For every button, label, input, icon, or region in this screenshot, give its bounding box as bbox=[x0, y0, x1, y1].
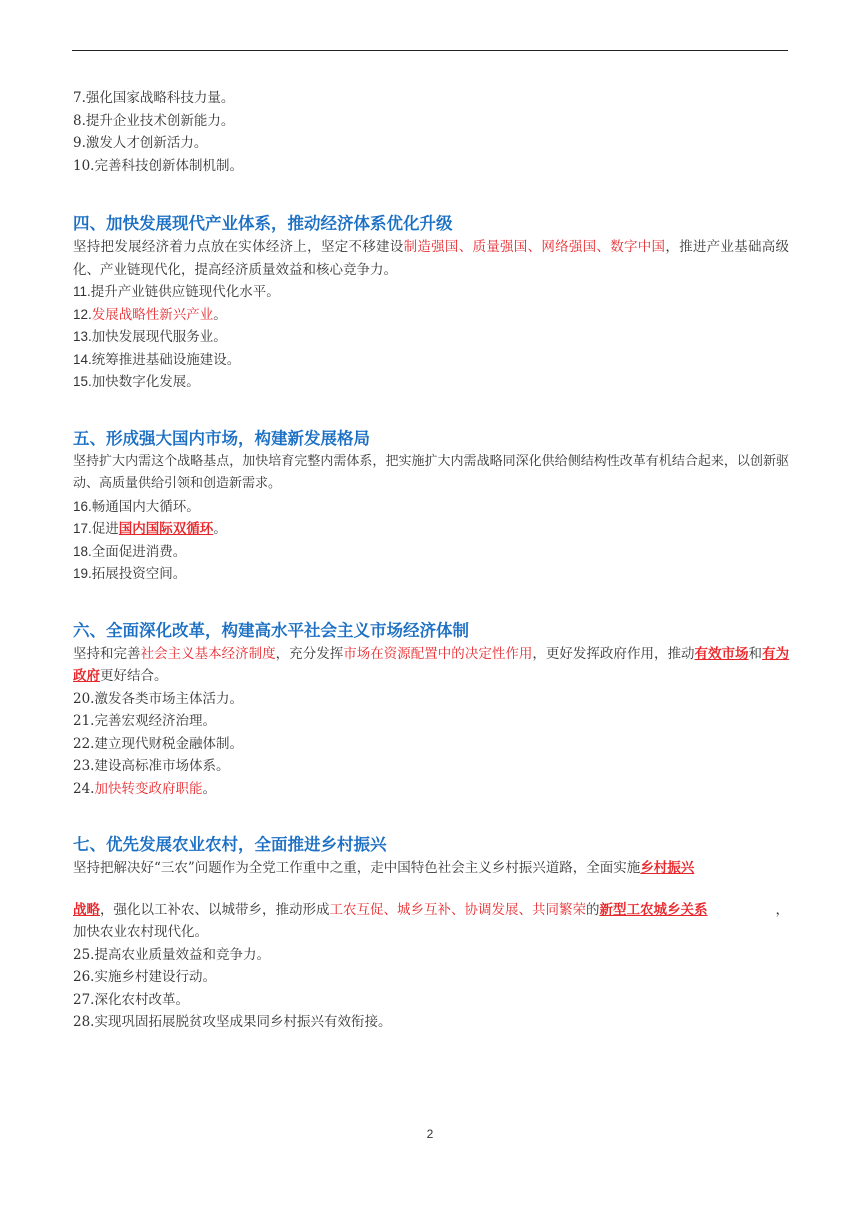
spacer bbox=[73, 177, 789, 212]
list-item: 28.实现巩固拓展脱贫攻坚成果同乡村振兴有效衔接。 bbox=[73, 1014, 392, 1030]
spacer bbox=[73, 800, 789, 833]
list-item: 27.深化农村改革。 bbox=[73, 991, 189, 1008]
section-7 bbox=[73, 833, 789, 1034]
highlight-text: 国内国际双循环 bbox=[118, 521, 214, 537]
list-item: 16.畅通国内大循环。 bbox=[73, 498, 200, 515]
list-item: 14.统筹推进基础设施建设。 bbox=[73, 351, 241, 368]
section-heading: 六、全面深化改革，构建高水平社会主义市场经济体制 bbox=[73, 620, 469, 640]
spacer bbox=[73, 586, 789, 619]
section-paragraph-line2: 战略，强化以工补农、以城带乡，推动形成工农互促、城乡互补、协调发展、共同繁荣的新型工农城乡关系 ， bbox=[73, 901, 789, 918]
list-item: 24.加快转变政府职能。 bbox=[73, 780, 216, 797]
list-item: 22.建立现代财税金融体制。 bbox=[73, 735, 243, 752]
section-paragraph-line3: 加快农业农村现代化。 bbox=[73, 924, 208, 940]
list-item: 19.拓展投资空间。 bbox=[73, 566, 187, 582]
list-item: 26.实施乡村建设行动。 bbox=[73, 969, 216, 985]
highlight-text: 制造强国、质量强国、网络强国、数字中国 bbox=[403, 239, 666, 255]
page-number: 2 bbox=[426, 1127, 434, 1141]
list-item: 11.提升产业链供应链现代化水平。 bbox=[73, 284, 280, 300]
list-item: 12.发展战略性新兴产业。 bbox=[73, 306, 227, 323]
highlight-text: 社会主义基本经济制度 bbox=[140, 645, 276, 662]
section-paragraph: 坚持扩大内需这个战略基点，加快培育完整内需体系，把实施扩大内需战略同深化供给侧结构性改革有机结合起来，以创新驱动、高质量供给引领和创造新需求。 bbox=[73, 453, 789, 491]
highlight-text: 工农互促、城乡互补、协调发展、共同繁荣 bbox=[329, 901, 586, 918]
spacer bbox=[73, 880, 789, 899]
highlight-text: 有为政府 bbox=[73, 645, 790, 684]
list-item: 9.激发人才创新活力。 bbox=[73, 135, 208, 151]
highlight-text: 新型工农城乡关系 bbox=[599, 901, 708, 918]
document-body bbox=[73, 87, 789, 1034]
highlight-text: 发展战略性新兴产业 bbox=[91, 306, 214, 323]
highlight-text: 乡村振兴 bbox=[640, 860, 695, 876]
section-paragraph: 坚持和完善社会主义基本经济制度，充分发挥市场在资源配置中的决定性作用，更好发挥政府作用，推动有效市场和有为政府更好结合。 bbox=[73, 645, 790, 684]
list-item: 20.激发各类市场主体活力。 bbox=[73, 690, 243, 707]
list-item: 7.强化国家战略科技力量。 bbox=[73, 90, 235, 106]
list-item: 18.全面促进消费。 bbox=[73, 543, 187, 560]
highlight-text: 市场在资源配置中的决定性作用 bbox=[343, 645, 533, 662]
section-3-list bbox=[73, 87, 789, 177]
section-6 bbox=[73, 619, 789, 801]
highlight-text: 有效市场 bbox=[694, 645, 749, 662]
section-paragraph: 坚持把发展经济着力点放在实体经济上，坚定不移建设制造强国、质量强国、网络强国、数字中国，推进产业基础高级化、产业链现代化，提高经济质量效益和核心竞争力。 bbox=[73, 239, 790, 278]
list-item: 21.完善宏观经济治理。 bbox=[73, 713, 216, 729]
list-item: 8.提升企业技术创新能力。 bbox=[73, 112, 235, 129]
section-4 bbox=[73, 212, 789, 394]
section-paragraph-line1: 坚持把解决好“三农”问题作为全党工作重中之重，走中国特色社会主义乡村振兴道路，全面实施乡村振兴 bbox=[73, 860, 695, 876]
list-item: 23.建设高标准市场体系。 bbox=[73, 758, 230, 774]
list-item: 15.加快数字化发展。 bbox=[73, 374, 200, 390]
list-item: 25.提高农业质量效益和竞争力。 bbox=[73, 946, 270, 963]
section-heading: 四、加快发展现代产业体系，推动经济体系优化升级 bbox=[73, 214, 453, 233]
highlight-text: 战略 bbox=[73, 901, 100, 918]
section-heading: 五、形成强大国内市场，构建新发展格局 bbox=[73, 428, 370, 448]
list-item: 13.加快发展现代服务业。 bbox=[73, 329, 227, 345]
spacer bbox=[73, 394, 789, 427]
list-item: 10.完善科技创新体制机制。 bbox=[73, 157, 243, 174]
list-item: 17.促进国内国际双循环。 bbox=[73, 521, 227, 537]
section-heading: 七、优先发展农业农村，全面推进乡村振兴 bbox=[73, 835, 387, 854]
highlight-text: 加快转变政府职能 bbox=[94, 780, 203, 797]
section-5 bbox=[73, 427, 789, 586]
header-rule bbox=[72, 50, 788, 51]
